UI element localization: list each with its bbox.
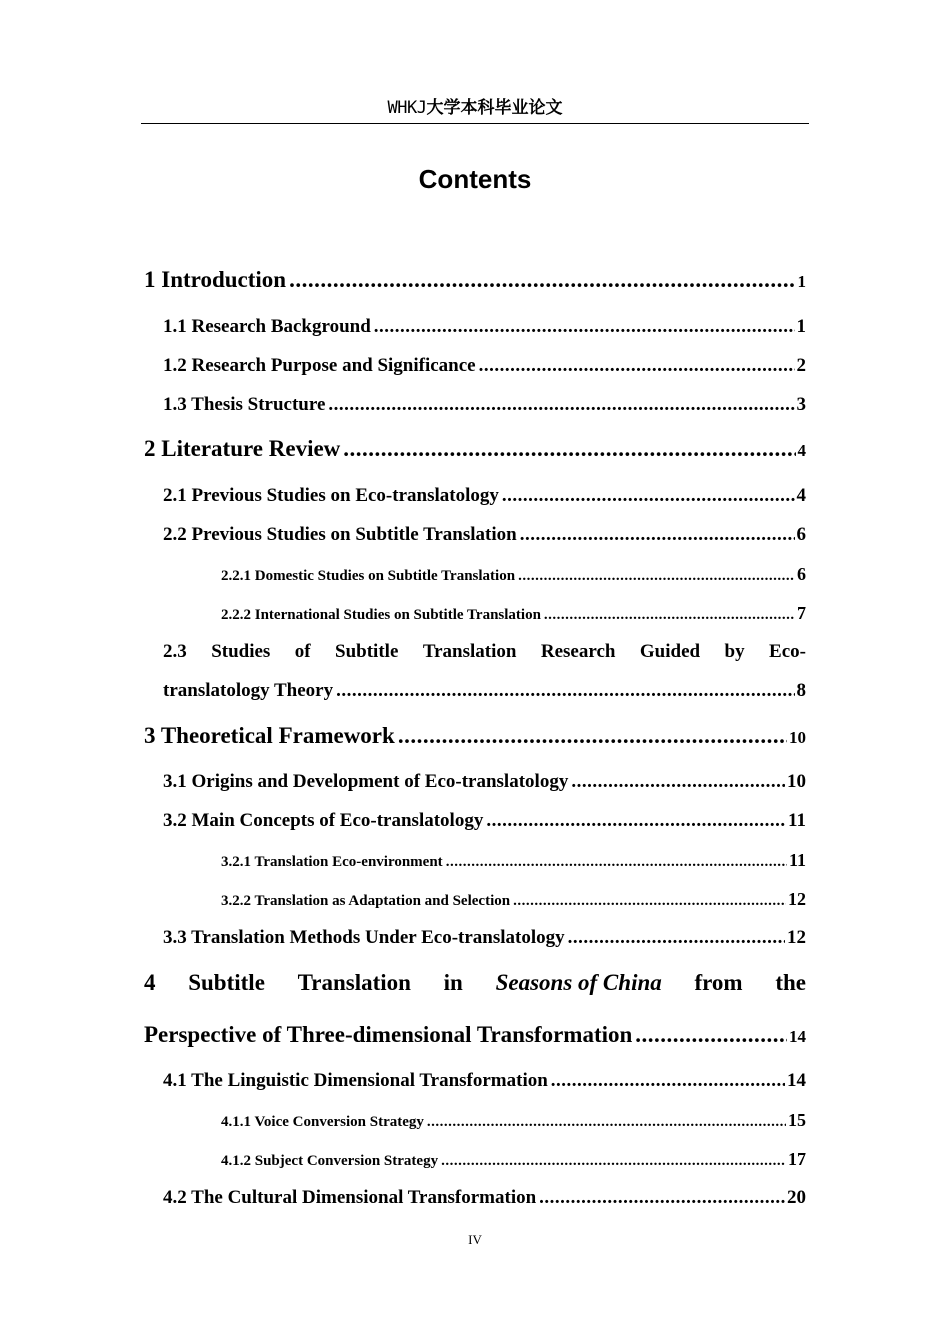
toc-entry-title: 3 Theoretical Framework bbox=[144, 723, 395, 748]
toc-word: Translation bbox=[297, 970, 411, 995]
toc-leader-dots bbox=[551, 1070, 785, 1092]
toc-entry-title: Perspective of Three-dimensional Transformation bbox=[144, 1022, 633, 1047]
toc-leader-dots bbox=[513, 893, 786, 910]
toc-entry-title: 1 Introduction bbox=[144, 267, 287, 292]
toc-entry-4-1-1[interactable] bbox=[221, 1110, 806, 1131]
toc-word: Subtitle bbox=[335, 641, 399, 662]
toc-leader-dots bbox=[289, 267, 795, 293]
toc-entry-page: 14 bbox=[787, 1070, 806, 1091]
toc-entry-title: 1.2 Research Purpose and Significance bbox=[163, 355, 476, 376]
toc-leader-dots bbox=[336, 680, 794, 702]
toc-entry-page: 14 bbox=[789, 1027, 806, 1046]
toc-leader-dots bbox=[635, 1022, 787, 1048]
toc-leader-dots bbox=[502, 485, 795, 507]
toc-entry-title: 3.1 Origins and Development of Eco-translatology bbox=[163, 771, 569, 792]
toc-word: from bbox=[694, 970, 743, 995]
toc-word: Subtitle bbox=[188, 970, 265, 995]
toc-leader-dots bbox=[539, 1187, 785, 1209]
toc-entry-title: 2.1 Previous Studies on Eco-translatology bbox=[163, 485, 499, 506]
toc-word: by bbox=[724, 641, 745, 662]
toc-entry-page: 10 bbox=[789, 728, 806, 747]
toc-entry-page: 11 bbox=[788, 850, 806, 870]
toc-entry-4-line1[interactable] bbox=[144, 970, 806, 996]
toc-word: Translation bbox=[422, 641, 517, 662]
toc-entry-1-1[interactable] bbox=[163, 316, 806, 338]
toc-entry-page: 3 bbox=[796, 394, 806, 415]
toc-entry-2[interactable] bbox=[144, 436, 806, 462]
toc-entry-3[interactable] bbox=[144, 723, 806, 749]
toc-entry-3-2-2[interactable] bbox=[221, 889, 806, 910]
toc-entry-4-2[interactable] bbox=[163, 1187, 806, 1209]
toc-entry-title: 2.2.2 International Studies on Subtitle Translation bbox=[221, 607, 541, 623]
toc-entry-page: 4 bbox=[796, 485, 806, 506]
toc-leader-dots bbox=[479, 355, 795, 377]
toc-entry-2-1[interactable] bbox=[163, 485, 806, 507]
toc-entry-page: 10 bbox=[787, 771, 806, 792]
toc-leader-dots bbox=[374, 316, 795, 338]
toc-entry-4-line2[interactable] bbox=[144, 1022, 806, 1048]
toc-entry-page: 8 bbox=[796, 680, 806, 701]
toc-entry-1-3[interactable] bbox=[163, 394, 806, 416]
toc-entry-title: 4.1.1 Voice Conversion Strategy bbox=[221, 1114, 424, 1130]
toc-entry-title: 2 Literature Review bbox=[144, 436, 341, 461]
toc-leader-dots bbox=[343, 436, 795, 462]
toc-leader-dots bbox=[568, 927, 785, 949]
toc-leader-dots bbox=[518, 568, 795, 585]
toc-entry-page: 12 bbox=[787, 927, 806, 948]
toc-entry-3-3[interactable] bbox=[163, 927, 806, 949]
toc-word: Eco- bbox=[769, 641, 806, 662]
toc-entry-page: 4 bbox=[797, 441, 806, 460]
toc-entry-2-2-2[interactable] bbox=[221, 603, 806, 624]
header-prefix: WHKJ bbox=[387, 98, 427, 118]
toc-entry-3-2[interactable] bbox=[163, 810, 806, 832]
toc-entry-page: 2 bbox=[796, 355, 806, 376]
toc-entry-page: 6 bbox=[796, 524, 806, 545]
page-number: IV bbox=[468, 1232, 482, 1247]
toc-word: 2.3 bbox=[163, 641, 187, 662]
toc-word: the bbox=[775, 970, 806, 995]
toc-entry-page: 17 bbox=[788, 1149, 806, 1169]
toc-entry-1[interactable] bbox=[144, 267, 806, 293]
toc-entry-page: 7 bbox=[797, 603, 806, 623]
toc-entry-3-1[interactable] bbox=[163, 771, 806, 793]
toc-word: Studies bbox=[211, 641, 271, 662]
toc-entry-title: 2.2 Previous Studies on Subtitle Translation bbox=[163, 524, 517, 545]
toc-entry-title: 4.2 The Cultural Dimensional Transformation bbox=[163, 1187, 537, 1208]
toc-entry-2-3-line2[interactable] bbox=[163, 680, 806, 702]
toc-entry-2-2[interactable] bbox=[163, 524, 806, 546]
toc-entry-2-3-line1[interactable] bbox=[163, 641, 806, 663]
toc-entry-page: 6 bbox=[797, 564, 806, 584]
toc-entry-4-1-2[interactable] bbox=[221, 1149, 806, 1170]
toc-leader-dots bbox=[427, 1114, 786, 1131]
toc-entry-title: 1.3 Thesis Structure bbox=[163, 394, 326, 415]
toc-entry-page: 11 bbox=[788, 810, 806, 831]
toc-leader-dots bbox=[486, 810, 786, 832]
toc-entry-title: translatology Theory bbox=[163, 680, 334, 701]
toc-entry-title: 1.1 Research Background bbox=[163, 316, 371, 337]
toc-entry-page: 20 bbox=[787, 1187, 806, 1208]
toc-entry-page: 1 bbox=[796, 316, 806, 337]
toc-entry-page: 12 bbox=[788, 889, 806, 909]
toc-entry-2-2-1[interactable] bbox=[221, 564, 806, 585]
toc-entry-title: 3.2.1 Translation Eco-environment bbox=[221, 854, 443, 870]
toc-entry-title: 2.2.1 Domestic Studies on Subtitle Translation bbox=[221, 568, 516, 584]
toc-entry-title: 3.3 Translation Methods Under Eco-translatology bbox=[163, 927, 565, 948]
toc-entry-4-1[interactable] bbox=[163, 1070, 806, 1092]
toc-word: Guided bbox=[639, 641, 701, 662]
toc-entry-title: 3.2.2 Translation as Adaptation and Selection bbox=[221, 893, 511, 909]
toc-leader-dots bbox=[398, 723, 787, 749]
toc-leader-dots bbox=[571, 771, 785, 793]
toc-entry-1-2[interactable] bbox=[163, 355, 806, 377]
toc-leader-dots bbox=[446, 854, 787, 871]
toc-entry-page: 1 bbox=[797, 272, 806, 291]
toc-leader-dots bbox=[544, 607, 795, 624]
header-title: 大学本科毕业论文 bbox=[426, 98, 563, 118]
toc-word-italic: Seasons of China bbox=[495, 970, 662, 995]
toc-word: Research bbox=[540, 641, 616, 662]
contents-title: Contents bbox=[418, 164, 532, 194]
toc-entry-title: 4.1 The Linguistic Dimensional Transformation bbox=[163, 1070, 548, 1091]
toc-word: 4 bbox=[144, 970, 156, 995]
toc-entry-title: 3.2 Main Concepts of Eco-translatology bbox=[163, 810, 484, 831]
toc-leader-dots bbox=[328, 394, 794, 416]
toc-entry-title: 4.1.2 Subject Conversion Strategy bbox=[221, 1153, 439, 1169]
toc-leader-dots bbox=[441, 1153, 786, 1170]
toc-entry-3-2-1[interactable] bbox=[221, 850, 806, 871]
toc-entry-page: 15 bbox=[788, 1110, 806, 1130]
toc-word: in bbox=[443, 970, 463, 995]
toc-word: of bbox=[294, 641, 311, 662]
toc-leader-dots bbox=[520, 524, 795, 546]
